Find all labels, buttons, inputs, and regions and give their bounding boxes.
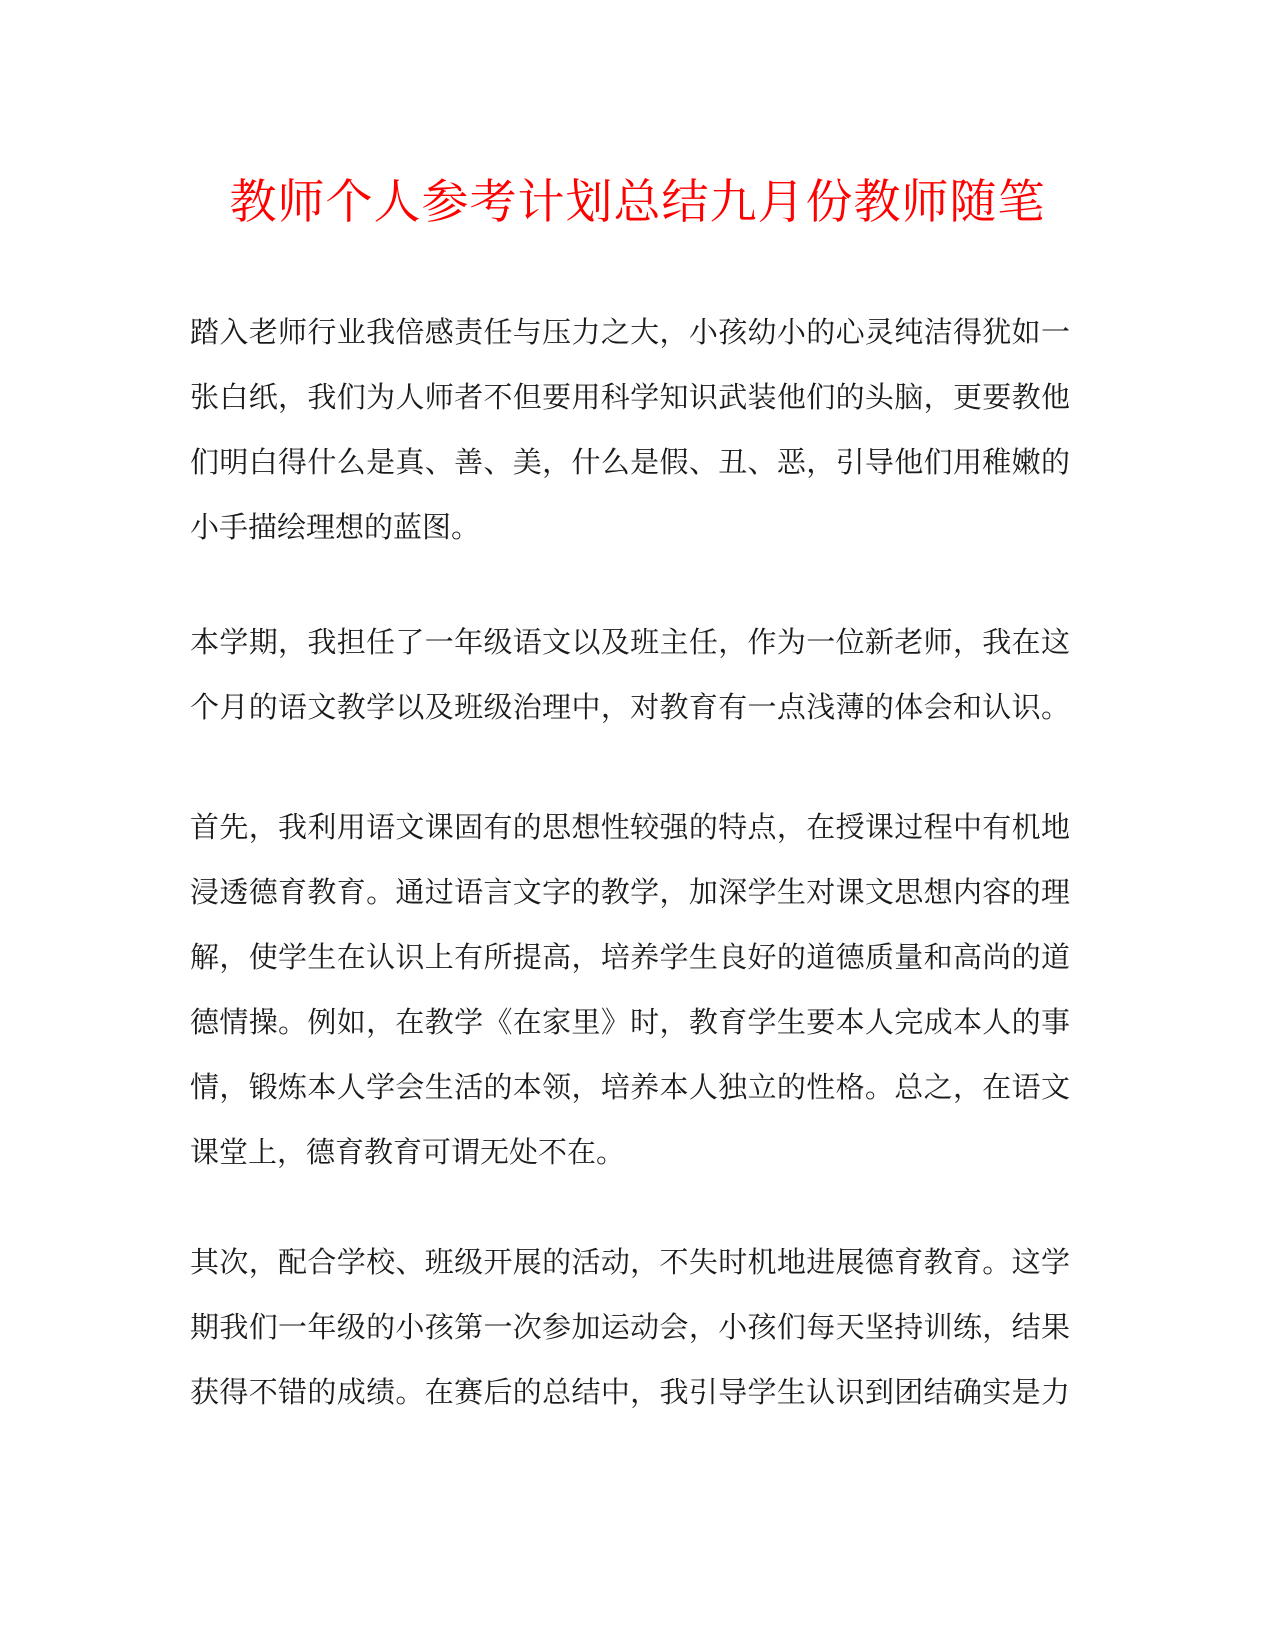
paragraph-line: 其次，配合学校、班级开展的活动，不失时机地进展德育教育。这学 bbox=[190, 1245, 1070, 1279]
document-title: 教师个人参考计划总结九月份教师随笔 bbox=[229, 175, 1046, 230]
paragraph-line: 个月的语文教学以及班级治理中，对教育有一点浅薄的体会和认识。 bbox=[190, 690, 1070, 724]
paragraph-line: 首先，我利用语文课固有的思想性较强的特点，在授课过程中有机地 bbox=[190, 810, 1070, 844]
paragraph-line: 们明白得什么是真、善、美，什么是假、丑、恶，引导他们用稚嫩的 bbox=[190, 445, 1070, 479]
paragraph-line: 德情操。例如，在教学《在家里》时，教育学生要本人完成本人的事 bbox=[190, 1005, 1070, 1039]
paragraph-line: 张白纸，我们为人师者不但要用科学知识武装他们的头脑，更要教他 bbox=[190, 380, 1070, 414]
paragraph-1 bbox=[190, 300, 1070, 560]
paragraph-line: 本学期，我担任了一年级语文以及班主任，作为一位新老师，我在这 bbox=[190, 625, 1070, 659]
paragraph-line: 小手描绘理想的蓝图。 bbox=[190, 510, 481, 544]
paragraph-line: 浸透德育教育。通过语言文字的教学，加深学生对课文思想内容的理 bbox=[190, 875, 1070, 909]
paragraph-4 bbox=[190, 1230, 1070, 1425]
paragraph-line: 解，使学生在认识上有所提高，培养学生良好的道德质量和高尚的道 bbox=[190, 940, 1070, 974]
paragraph-2 bbox=[190, 610, 1070, 740]
paragraph-line: 课堂上，德育教育可谓无处不在。 bbox=[190, 1135, 626, 1169]
paragraph-line: 情，锻炼本人学会生活的本领，培养本人独立的性格。总之，在语文 bbox=[190, 1070, 1070, 1104]
paragraph-3 bbox=[190, 795, 1070, 1185]
paragraph-line: 踏入老师行业我倍感责任与压力之大，小孩幼小的心灵纯洁得犹如一 bbox=[190, 315, 1070, 349]
paragraph-line: 获得不错的成绩。在赛后的总结中，我引导学生认识到团结确实是力 bbox=[190, 1375, 1070, 1409]
paragraph-line: 期我们一年级的小孩第一次参加运动会，小孩们每天坚持训练，结果 bbox=[190, 1310, 1070, 1344]
